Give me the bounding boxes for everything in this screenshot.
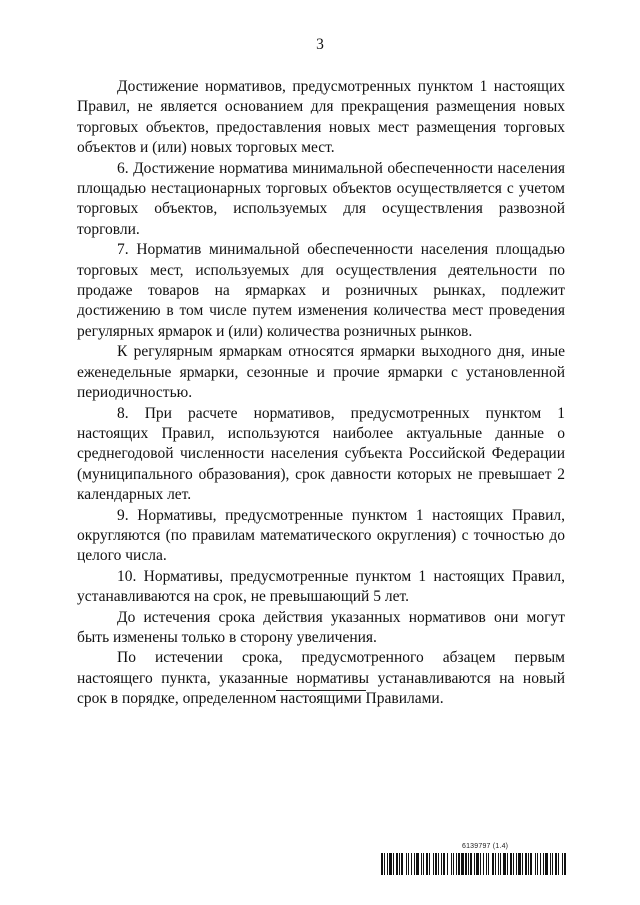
paragraph-regular-fairs: К регулярным ярмаркам относятся ярмарки выходного дня, иные еженедельные ярмарки, сезонные и прочие ярмарки с установленной периодичностью. bbox=[77, 343, 565, 402]
barcode-bar bbox=[429, 853, 430, 875]
barcode-bar bbox=[470, 853, 472, 875]
barcode-bar bbox=[438, 853, 439, 875]
barcode-bar bbox=[435, 853, 437, 875]
barcode-bar bbox=[389, 853, 392, 875]
paragraph-item-8: 8. При расчете нормативов, предусмотренных пунктом 1 настоящих Правил, используются наиболее актуальные данные о среднегодовой численности населения субъекта Российской Федерации (муниципального образования), срок давности которых не превышает 2 календарных лет. bbox=[77, 404, 565, 504]
barcode-bar bbox=[476, 853, 479, 875]
barcode-bar bbox=[488, 853, 489, 875]
barcode-bar bbox=[387, 853, 388, 875]
paragraph-item-7: 7. Норматив минимальной обеспеченности населения площадью торговых мест, используемых для осуществления деятельности по продаже товаров на ярмарках и розничных рынках, подлежит достижению в том числе путем изменения количества мест проведения регулярных ярмарок и (или) количества розничных рынков. bbox=[77, 241, 565, 340]
barcode-bar bbox=[453, 853, 454, 875]
barcode-bar bbox=[401, 853, 403, 875]
page-number: 3 bbox=[316, 36, 324, 53]
barcode-bar bbox=[528, 853, 529, 875]
barcode-bar bbox=[483, 853, 484, 875]
barcode-bar bbox=[411, 853, 412, 875]
paragraph-achievement-not-grounds: Достижение нормативов, предусмотренных пунктом 1 настоящих Правил, не является основанием для прекращения размещения новых торговых объектов, предоставления новых мест размещения торговых объектов и (или) новых торговых мест. bbox=[77, 78, 565, 157]
barcode-bar bbox=[555, 853, 557, 875]
barcode-bar bbox=[441, 853, 442, 875]
barcode-bar bbox=[396, 853, 398, 875]
barcode-bar bbox=[492, 853, 494, 875]
barcode-bar bbox=[461, 853, 464, 875]
barcode-bar bbox=[408, 853, 409, 875]
barcode-bar bbox=[458, 853, 460, 875]
barcode-bar bbox=[421, 853, 422, 875]
paragraph-item-9: 9. Нормативы, предусмотренные пунктом 1 настоящих Правил, округляются (по правилам математического округления) с точностью до целого числа. bbox=[77, 506, 565, 565]
barcode-bar bbox=[522, 853, 523, 875]
barcode-bar bbox=[381, 853, 383, 875]
barcode-bar bbox=[510, 853, 512, 875]
barcode-bar bbox=[456, 853, 457, 875]
barcode-bar bbox=[426, 853, 428, 875]
barcode-bar bbox=[545, 853, 548, 875]
barcode-bar bbox=[552, 853, 553, 875]
paragraph-item-6: 6. Достижение норматива минимальной обеспеченности населения площадью нестационарных торговых объектов осуществляется с учетом торговых объектов, используемых для осуществления развозной торговли. bbox=[77, 159, 565, 238]
paragraph-before-expiry: До истечения срока действия указанных нормативов они могут быть изменены только в сторону увеличения. bbox=[77, 608, 565, 646]
barcode-bar bbox=[433, 853, 434, 875]
barcode-bar bbox=[495, 853, 496, 875]
barcode-bar bbox=[468, 853, 469, 875]
barcode-bar bbox=[507, 853, 508, 875]
paragraph-item-10: 10. Нормативы, предусмотренные пунктом 1 настоящих Правил, устанавливаются на срок, не превышающий 5 лет. bbox=[77, 567, 565, 606]
barcode-bar bbox=[503, 853, 506, 875]
barcode-bar bbox=[451, 853, 452, 875]
barcode-bar bbox=[447, 853, 448, 875]
barcode-bar bbox=[393, 853, 394, 875]
barcode bbox=[381, 853, 567, 875]
barcode-bar bbox=[486, 853, 487, 875]
barcode-bar bbox=[564, 853, 566, 875]
barcode-bar bbox=[530, 853, 532, 875]
barcode-bar bbox=[562, 853, 563, 875]
end-separator-line bbox=[276, 690, 366, 691]
barcode-bar bbox=[558, 853, 559, 875]
barcode-bar bbox=[474, 853, 475, 875]
barcode-bar bbox=[537, 853, 538, 875]
barcode-bar bbox=[416, 853, 419, 875]
barcode-bar bbox=[550, 853, 551, 875]
barcode-bar bbox=[516, 853, 517, 875]
barcode-bar bbox=[384, 853, 385, 875]
barcode-bar bbox=[406, 853, 407, 875]
barcode-bar bbox=[443, 853, 445, 875]
barcode-bar bbox=[540, 853, 541, 875]
barcode-bar bbox=[414, 853, 415, 875]
barcode-bar bbox=[423, 853, 424, 875]
paragraph-after-expiry: По истечении срока, предусмотренного абзацем первым настоящего пункта, указанные нормативы устанавливаются на новый срок в порядке, определенном настоящими Правилами. bbox=[77, 649, 565, 708]
barcode-bar bbox=[498, 853, 499, 875]
barcode-bar bbox=[500, 853, 501, 875]
barcode-bar bbox=[513, 853, 514, 875]
barcode-bar bbox=[518, 853, 521, 875]
document-code: 6139797 (1.4) bbox=[462, 843, 509, 850]
barcode-bar bbox=[399, 853, 400, 875]
barcode-bar bbox=[535, 853, 536, 875]
barcode-bar bbox=[480, 853, 481, 875]
document-body bbox=[77, 77, 565, 710]
barcode-bar bbox=[543, 853, 544, 875]
barcode-bar bbox=[465, 853, 467, 875]
barcode-bar bbox=[525, 853, 527, 875]
